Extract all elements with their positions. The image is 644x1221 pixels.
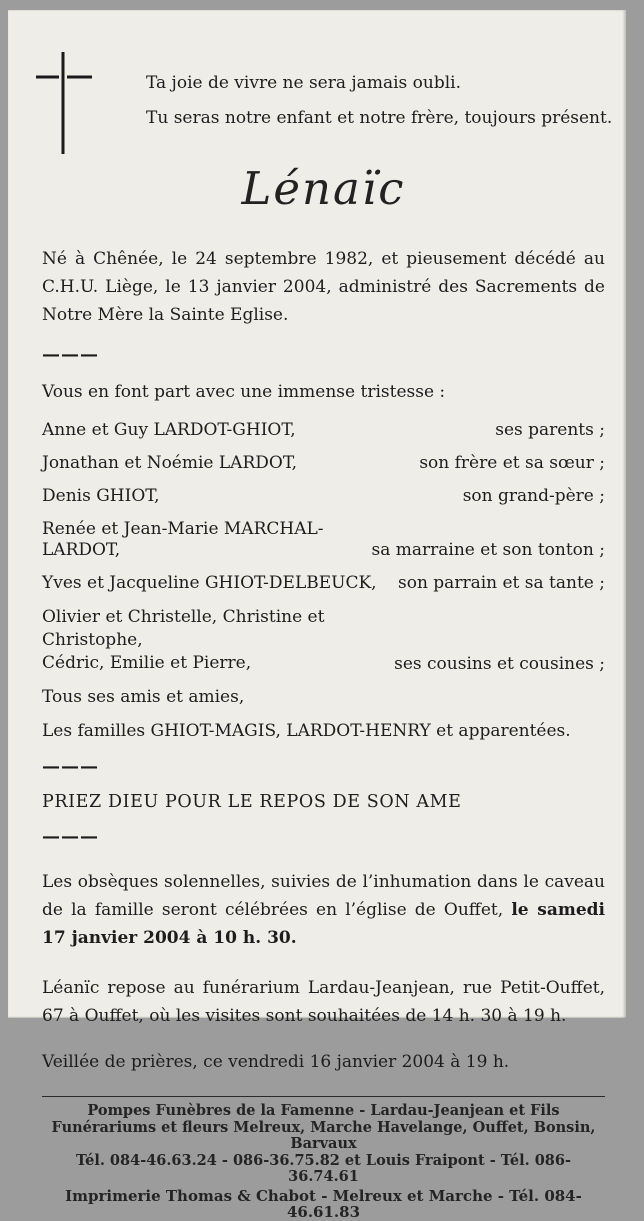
funeral-text-bold: le samedi 17 janvier 2004 à 10 h. 30.	[42, 900, 605, 948]
footer-imprint	[42, 1103, 605, 1221]
quote-line-2: Tu seras notre enfant et notre frère, toujours présent.	[146, 108, 613, 128]
footer-line-2: Funérariums et fleurs Melreux, Marche Havelange, Ouffet, Bonsin, Barvaux	[51, 1118, 596, 1152]
mourner-names: Tous ses amis et amies,	[42, 687, 245, 707]
funeral-paragraph	[42, 868, 605, 952]
mourner-names: Jonathan et Noémie LARDOT,	[42, 453, 298, 473]
funeral-text-normal: Les obsèques solennelles, suivies de l’inhumation dans le caveau de la famille seront célébrées en l’église de Ouffet,	[42, 872, 605, 920]
repose-paragraph: Léanïc repose au funérarium Lardau-Jeanjean, rue Petit-Ouffet, 67 à Ouffet, où les visites sont souhaitées de 14 h. 30 à 19 h.	[42, 978, 605, 1026]
mourner-names: Denis GHIOT,	[42, 486, 160, 506]
deceased-name: Lénaïc	[241, 162, 406, 215]
mourner-row	[42, 486, 605, 507]
footer-line-3: Tél. 084-46.63.24 - 086-36.75.82 et Louis Fraipont - Tél. 086-36.74.61	[75, 1151, 572, 1185]
mourner-row	[42, 519, 605, 561]
dash-separator: ———	[42, 826, 99, 847]
mourner-relation: son parrain et sa tante ;	[397, 573, 605, 593]
vigil-line: Veillée de prières, ce vendredi 16 janvier 2004 à 19 h.	[42, 1052, 510, 1072]
mourner-names-line1: Olivier et Christelle, Christine et Christophe,	[42, 607, 325, 650]
footer-line-1: Pompes Funèbres de la Famenne - Lardau-Jeanjean et Fils	[87, 1102, 560, 1119]
dash-separator: ———	[42, 756, 99, 777]
dash-separator: ———	[42, 344, 99, 365]
mourner-row-cousins	[42, 606, 605, 675]
birth-death-paragraph: Né à Chênée, le 24 septembre 1982, et pieusement décédé au C.H.U. Liège, le 13 janvier 2004, administré des Sacrements de Notre Mère la Sainte Eglise.	[42, 249, 605, 325]
mourner-row	[42, 420, 605, 441]
mourners-list	[42, 420, 605, 742]
mourner-names: Yves et Jacqueline GHIOT-DELBEUCK,	[42, 573, 377, 593]
mourner-names: Renée et Jean-Marie MARCHAL-LARDOT,	[42, 519, 324, 560]
mourner-relation: son grand-père ;	[462, 486, 605, 506]
mourner-relation: son frère et sa sœur ;	[419, 453, 605, 473]
footer-divider	[42, 1096, 605, 1097]
mourner-relation: ses parents ;	[495, 420, 605, 440]
mourner-row	[42, 573, 605, 594]
announcement-lead: Vous en font part avec une immense tristesse :	[42, 382, 446, 402]
cross-icon-svg	[36, 52, 92, 154]
prayer-line: PRIEZ DIEU POUR LE REPOS DE SON AME	[42, 792, 462, 812]
quote-line-1: Ta joie de vivre ne sera jamais oubli.	[146, 73, 461, 93]
mourner-names	[42, 606, 394, 675]
mourner-names: Les familles GHIOT-MAGIS, LARDOT-HENRY et apparentées.	[42, 721, 571, 741]
memorial-card	[8, 10, 626, 1221]
mourner-row-friends	[42, 687, 605, 708]
mourner-names: Anne et Guy LARDOT-GHIOT,	[42, 420, 296, 440]
memorial-quotes	[146, 10, 613, 136]
mourner-row-families	[42, 721, 605, 742]
cross-icon	[36, 52, 92, 154]
mourner-names-line2: Cédric, Emilie et Pierre,	[42, 653, 252, 673]
mourner-relation: sa marraine et son tonton ;	[371, 540, 605, 560]
mourner-row	[42, 453, 605, 474]
mourner-relation: ses cousins et cousines ;	[394, 654, 605, 674]
footer-line-4: Imprimerie Thomas & Chabot - Melreux et Marche - Tél. 084-46.61.83	[65, 1186, 582, 1221]
